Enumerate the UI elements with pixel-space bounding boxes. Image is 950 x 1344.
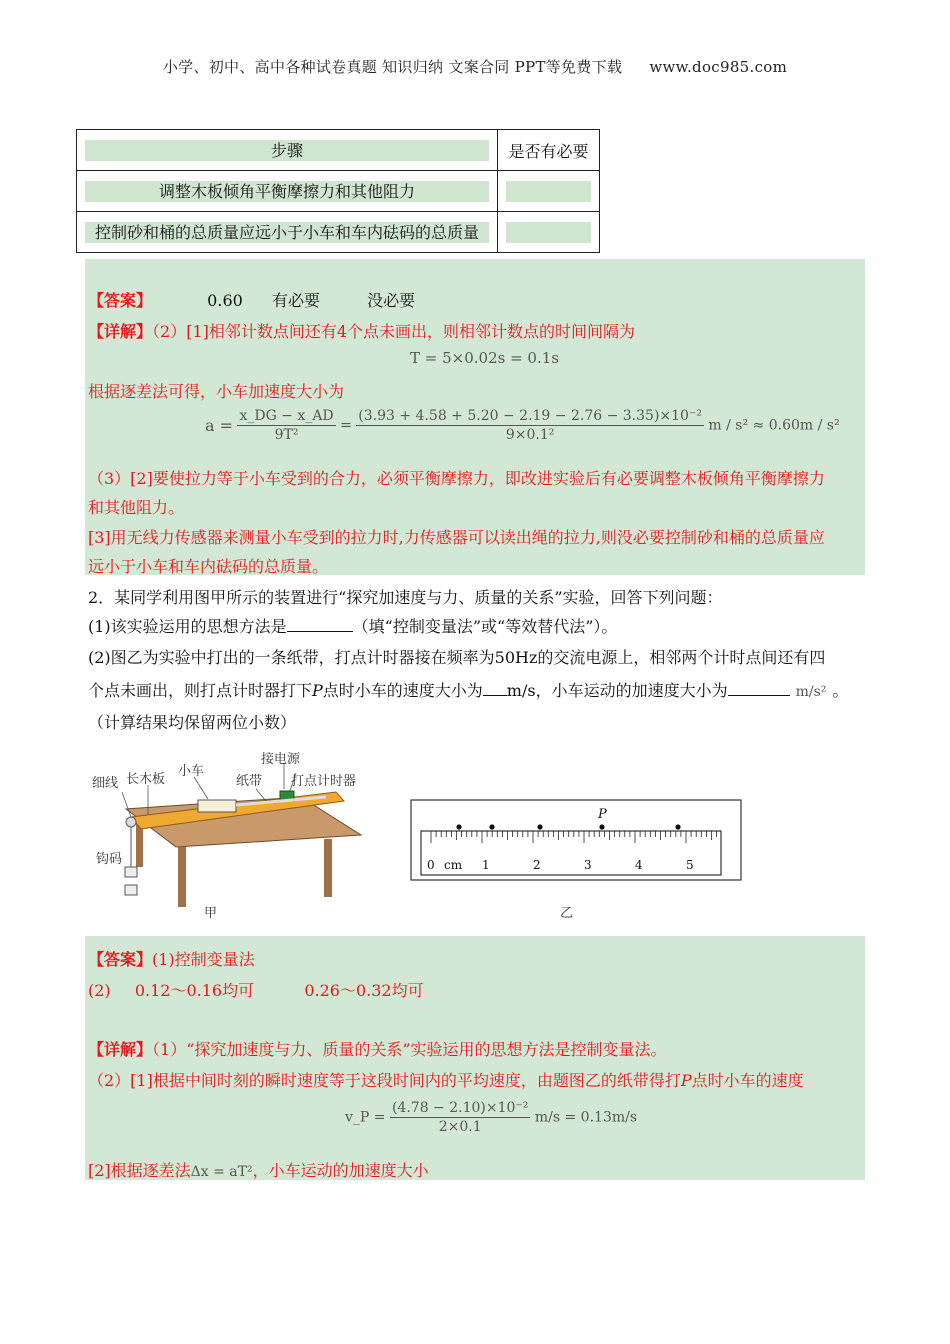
- detail1-label: 【详解】: [88, 322, 153, 341]
- answer2-part1: (1)控制变量法: [152, 950, 255, 969]
- detail2-formula-dx: Δx = aT²: [190, 1164, 253, 1180]
- q2-line2-b: （填“控制变量法”或“等效替代法”）。: [352, 617, 618, 636]
- table-leg: [178, 847, 186, 907]
- ruler-unit-cm: cm: [444, 858, 463, 872]
- label-weights: 钩码: [96, 852, 123, 867]
- tape-dot: [489, 824, 494, 829]
- formula-T: T = 5×0.02s = 0.1s: [410, 349, 559, 367]
- leader-line: [194, 777, 208, 799]
- leader-line: [122, 792, 131, 817]
- q2-line2: [88, 614, 617, 637]
- q2-blank-1[interactable]: [287, 617, 353, 632]
- tape-dot-p: [599, 824, 604, 829]
- page-header: [0, 56, 950, 77]
- label-tape: 纸带: [236, 774, 263, 789]
- q2-line4-a: 个点未画出，则打点计时器打下: [88, 681, 313, 700]
- detail1-line5: [3]用无线力传感器来测量小车受到的拉力时,力传感器可以读出绳的拉力,则没必要控制砂和桶的总质量应: [88, 528, 825, 547]
- table-cell-step: 控制砂和桶的总质量应远小于小车和车内砝码的总质量: [85, 222, 489, 243]
- formula-v-frac: [390, 1099, 530, 1136]
- detail1-line2: 根据逐差法可得，小车加速度大小为: [88, 382, 345, 401]
- q2-line2-a: (1)该实验运用的思想方法是: [88, 617, 287, 636]
- detail2-text-1: （1）“探究加速度与力、质量的关系”实验运用的思想方法是控制变量法。: [152, 1040, 667, 1059]
- detail2-line3-b: ，小车运动的加速度大小: [252, 1161, 429, 1180]
- detail2-point-p: P: [680, 1071, 692, 1090]
- leader-line: [256, 789, 266, 801]
- answer1: [88, 288, 415, 311]
- detail2-line3: [88, 1158, 429, 1181]
- table-header-row: [77, 130, 600, 171]
- formula-a-frac1-num: x_DG − x_AD: [239, 408, 334, 424]
- answer2-line2: [88, 978, 424, 1001]
- detail1-text-1: （2）[1]相邻计数点间还有4个点未画出，则相邻计数点的时间间隔为: [152, 322, 636, 341]
- label-timer: 打点计时器: [291, 774, 357, 789]
- weight: [125, 885, 137, 895]
- answer1-value-2: 有必要: [271, 291, 320, 310]
- detail2-line2: [88, 1068, 804, 1091]
- q2-unit: m/s²: [795, 684, 827, 700]
- tape-dot: [537, 824, 542, 829]
- ruler-label-1: 1: [482, 858, 490, 872]
- ruler-drawing: [411, 800, 741, 921]
- table-header-necessary: 是否有必要: [498, 130, 600, 171]
- answer2-part2-value-1: 0.12～0.16均可: [134, 981, 255, 1000]
- detail1-line6: 远小于小车和车内砝码的总质量。: [88, 557, 329, 576]
- answer2-label: 【答案】: [88, 950, 153, 969]
- formula-v-lhs: v_P =: [345, 1109, 386, 1126]
- ruler-label-4: 4: [635, 858, 643, 872]
- formula-a: a = $\frac{x\_DG - x\_AD}{\text{9T²}}$ = $\frac{\text{(3.93 + 4.58 + 5.20 − 2.19 − 2.76 − 3.35)×10⁻²}}{\text{9×0.1²}}$ m / s² ≈ 0.60m / s²: [205, 408, 840, 443]
- q2-point-p: P: [312, 681, 323, 700]
- formula-v-num: (4.78 − 2.10)×10⁻²: [391, 1100, 529, 1116]
- formula-a-lhs: a =: [205, 416, 234, 435]
- formula-a-frac1-den: 9T²: [274, 427, 299, 443]
- header-url[interactable]: www.doc985.com: [649, 58, 788, 76]
- apparatus-drawing: [92, 751, 361, 921]
- formula-v: [345, 1099, 637, 1136]
- detail2-line2-b: 点时小车的速度: [691, 1071, 804, 1090]
- label-board: 长木板: [126, 772, 166, 787]
- table-header-step: 步骤: [85, 140, 489, 161]
- q2-line1: 2．某同学利用图甲所示的装置进行“探究加速度与力、质量的关系”实验，回答下列问题：: [88, 588, 723, 607]
- detail2-line1: [88, 1037, 667, 1060]
- q2-line4-b: 点时小车的速度大小为: [322, 681, 483, 700]
- caption-a: 甲: [204, 906, 218, 921]
- figure-svg: [86, 737, 749, 936]
- tape-dot: [675, 824, 680, 829]
- table-row: [77, 171, 600, 212]
- q2-blank-3[interactable]: [728, 681, 790, 696]
- formula-v-den: 2×0.1: [438, 1119, 482, 1135]
- formula-a-frac2-num: (3.93 + 4.58 + 5.20 − 2.19 − 2.76 − 3.35)×10⁻²: [358, 408, 702, 424]
- formula-a-frac1: [237, 407, 335, 444]
- detail2-line3-a: [2]根据逐差法: [88, 1161, 191, 1180]
- q2-line5: （计算结果均保留两位小数）: [88, 713, 297, 732]
- experiment-figure: [86, 737, 749, 936]
- ruler-label-5: 5: [686, 858, 694, 872]
- detail2-label: 【详解】: [88, 1040, 153, 1059]
- label-cart: 小车: [178, 764, 205, 779]
- q2-line4: [88, 678, 848, 701]
- cart: [198, 800, 236, 812]
- ruler: [421, 831, 721, 875]
- header-text: 小学、初中、高中各种试卷真题 知识归纳 文案合同 PPT等免费下载: [162, 58, 623, 76]
- detail1-line3: （3）[2]要使拉力等于小车受到的合力，必须平衡摩擦力，即改进实验后有必要调整木板倾角平衡摩擦力: [88, 469, 825, 488]
- answer1-value-1: 0.60: [207, 291, 243, 310]
- table-cell-step: 调整木板倾角平衡摩擦力和其他阻力: [85, 181, 489, 202]
- answer2-part2-value-2: 0.26～0.32均可: [304, 981, 424, 1000]
- ruler-label-2: 2: [533, 858, 541, 872]
- detail1-line1: [88, 319, 635, 342]
- formula-a-rhs: m / s² ≈ 0.60m / s²: [708, 417, 840, 434]
- answer2-part2-prefix: (2): [88, 981, 111, 1000]
- tape-dot: [456, 824, 461, 829]
- ruler-label-3: 3: [584, 858, 592, 872]
- table-leg: [324, 839, 332, 897]
- label-string: 细线: [92, 776, 119, 791]
- formula-v-rhs: m/s = 0.13m/s: [534, 1109, 638, 1126]
- table-row: [77, 212, 600, 253]
- formula-a-frac2: [356, 407, 704, 444]
- answer1-label: 【答案】: [88, 291, 153, 310]
- q2-blank-2[interactable]: [483, 681, 507, 696]
- table-cell-necessary: [506, 222, 591, 243]
- q2-line4-end: 。: [832, 681, 849, 700]
- steps-table: [76, 129, 600, 253]
- ruler-label-0: 0: [427, 858, 435, 872]
- detail2-line2-a: （2）[1]根据中间时刻的瞬时速度等于这段时间内的平均速度，由题图乙的纸带得打: [88, 1071, 681, 1090]
- detail1-line4: 和其他阻力。: [88, 498, 185, 517]
- answer2-line1: [88, 947, 255, 970]
- weight: [125, 867, 137, 877]
- formula-a-frac2-den: 9×0.1²: [505, 427, 555, 443]
- label-power: 接电源: [261, 752, 301, 767]
- table-cell-necessary: [506, 181, 591, 202]
- q2-line3: (2)图乙为实验中打出的一条纸带，打点计时器接在频率为50Hz的交流电源上，相邻两个计时点间还有四: [88, 648, 826, 667]
- answer1-value-3: 没必要: [367, 291, 416, 310]
- label-point-p: P: [598, 807, 607, 822]
- q2-line4-c: m/s，小车运动的加速度大小为: [506, 681, 728, 700]
- pulley: [126, 817, 136, 827]
- caption-b: 乙: [560, 906, 574, 921]
